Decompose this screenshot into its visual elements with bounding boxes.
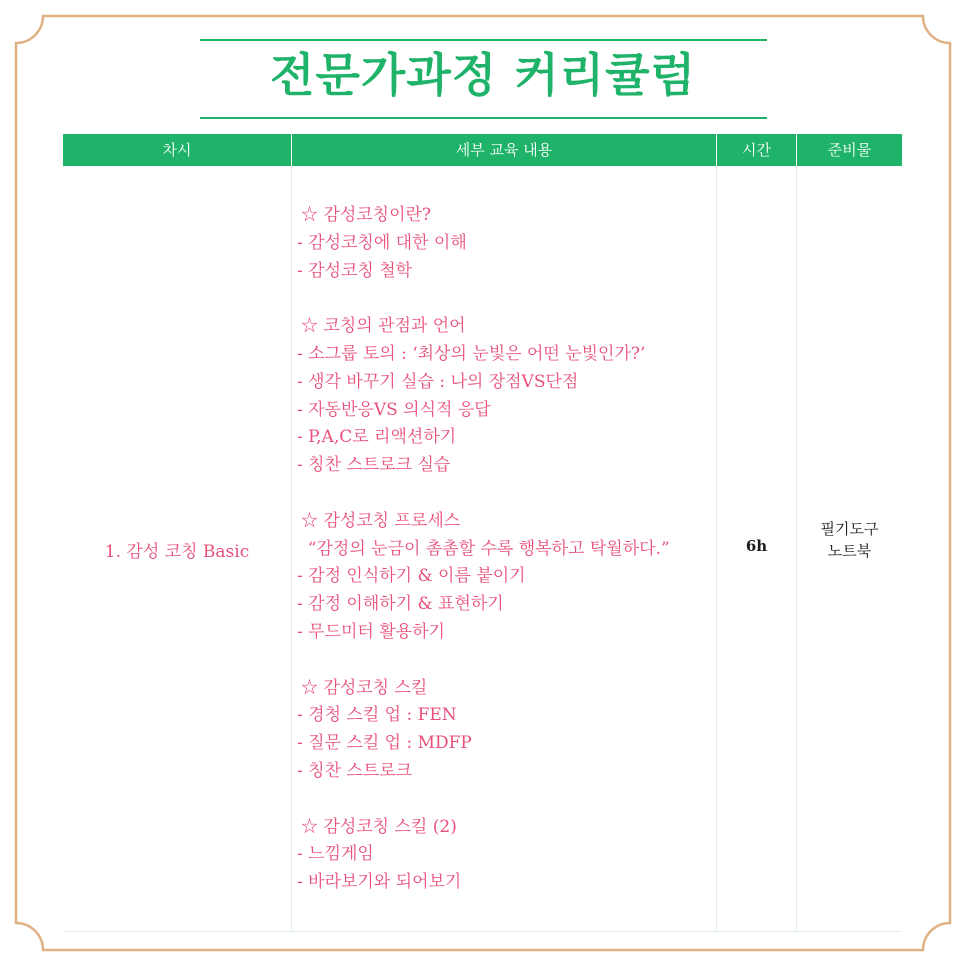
section-title: ☆ 감성코칭 스킬 (2) xyxy=(301,816,457,837)
section-item: - 경청 스킬 업 : FEN xyxy=(297,705,457,726)
section-item: - 감성코칭 철학 xyxy=(297,260,413,281)
material-item: 노트북 xyxy=(827,542,872,560)
section-item: - 감정 이해하기 & 표현하기 xyxy=(297,594,504,615)
section-title: ☆ 코칭의 관점과 언어 xyxy=(301,316,466,337)
section-spacer xyxy=(297,480,717,508)
table-bottom-line xyxy=(63,931,901,932)
header-time: 시간 xyxy=(717,134,796,166)
section-title: ☆ 감성코칭이란? xyxy=(301,205,432,225)
section-spacer xyxy=(297,285,717,313)
column-divider xyxy=(291,166,292,932)
section-item: - 소그룹 토의 : ‘최상의 눈빛은 어떤 눈빛인가?’ xyxy=(297,343,646,364)
session-cell: 1. 감성 코칭 Basic xyxy=(104,542,250,562)
time-cell: 6h xyxy=(745,537,768,555)
section-title: ☆ 감성코칭 프로세스 xyxy=(301,510,461,531)
title-rule-top xyxy=(200,39,767,41)
section-item: - 무드미터 활용하기 xyxy=(297,621,445,642)
section-item: - 자동반응VS 의식적 응답 xyxy=(297,399,491,420)
header-materials: 준비물 xyxy=(797,134,902,166)
section-spacer xyxy=(297,647,717,675)
section-item: - 질문 스킬 업 : MDFP xyxy=(297,733,472,754)
header-session: 차시 xyxy=(63,134,291,166)
material-item: 필기도구 xyxy=(820,520,879,538)
section-item: - 느낌게임 xyxy=(297,844,374,865)
section-item: - 감정 인식하기 & 이름 붙이기 xyxy=(297,566,526,587)
section-item: - 칭찬 스트로크 실습 xyxy=(297,455,451,476)
content-cell xyxy=(297,202,717,897)
section-item: - 바라보기와 되어보기 xyxy=(297,872,462,893)
header-content: 세부 교육 내용 xyxy=(292,134,716,166)
section-item: “감정의 눈금이 촘촘할 수록 행복하고 탁월하다.” xyxy=(297,538,670,559)
page-title: 전문가과정 커리큘럼 xyxy=(270,48,696,102)
section-item: - 칭찬 스트로크 xyxy=(297,760,413,781)
section-spacer xyxy=(297,786,717,814)
section-title: ☆ 감성코칭 스킬 xyxy=(301,677,428,698)
title-rule-bottom xyxy=(200,117,767,119)
section-item: - P,A,C로 리액션하기 xyxy=(297,427,457,448)
section-item: - 감성코칭에 대한 이해 xyxy=(297,232,467,253)
materials-cell xyxy=(797,518,902,562)
section-item: - 생각 바꾸기 실습 : 나의 장점VS단점 xyxy=(297,371,579,392)
